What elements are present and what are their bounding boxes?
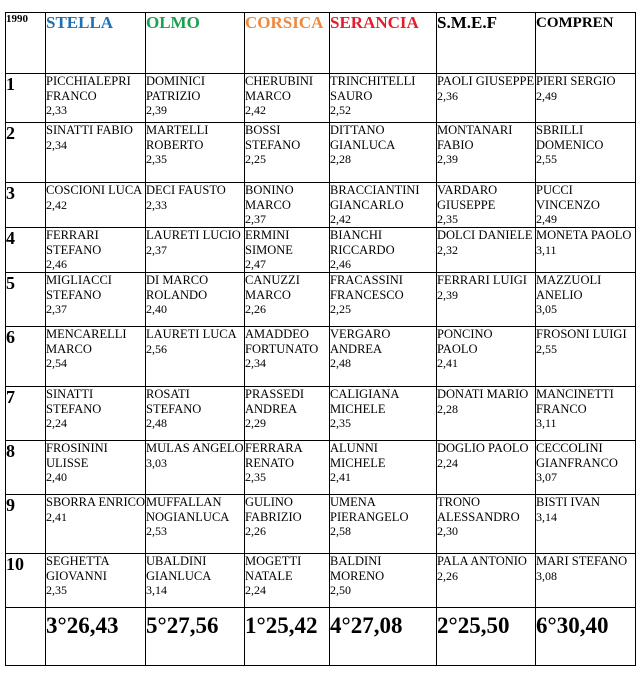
runner-name: ROSATI STEFANO <box>146 387 202 416</box>
runner-cell <box>146 74 245 123</box>
runner-time: 2,54 <box>46 356 67 371</box>
table-row <box>6 183 636 228</box>
team-total-value: 2°25,50 <box>437 613 510 638</box>
runner-cell <box>536 327 636 387</box>
team-total <box>46 608 146 666</box>
runner-name: TRINCHITELLI SAURO <box>330 74 416 103</box>
runner-name: SEGHETTA GIOVANNI <box>46 554 109 583</box>
runner-name: PALA ANTONIO <box>437 554 527 568</box>
team-header-corsica: CORSICA <box>245 13 330 74</box>
runner-time: 2,41 <box>437 356 458 371</box>
runner-cell <box>437 441 536 495</box>
runner-name: MARTELLI ROBERTO <box>146 123 209 152</box>
runner-time: 2,55 <box>536 152 557 167</box>
row-number: 1 <box>6 74 46 123</box>
runner-time: 2,41 <box>330 470 351 485</box>
runner-time: 2,42 <box>330 212 351 227</box>
team-header-smef: S.M.E.F <box>437 13 536 74</box>
team-header-serancia: SERANCIA <box>330 13 437 74</box>
runner-time: 2,37 <box>245 212 266 227</box>
runner-name: PAOLI GIUSEPPE <box>437 74 535 88</box>
runner-name: FRACASSINI FRANCESCO <box>330 273 404 302</box>
totals-row <box>6 608 636 666</box>
runner-name: FROSONI LUIGI <box>536 327 627 341</box>
runner-time: 2,47 <box>245 257 266 272</box>
runner-name: CHERUBINI MARCO <box>245 74 314 103</box>
runner-name: MANCINETTI FRANCO <box>536 387 614 416</box>
runner-cell <box>330 495 437 554</box>
runner-cell <box>146 273 245 327</box>
runner-name: FERRARI STEFANO <box>46 228 102 257</box>
runner-cell <box>46 273 146 327</box>
table-row <box>6 554 636 608</box>
results-table <box>5 12 636 666</box>
row-number: 10 <box>6 554 46 608</box>
runner-name: COSCIONI LUCA <box>46 183 143 197</box>
table-row <box>6 123 636 183</box>
header-row <box>6 13 636 74</box>
runner-time: 2,24 <box>245 583 266 598</box>
runner-name: DECI FAUSTO <box>146 183 226 197</box>
runner-time: 2,28 <box>330 152 351 167</box>
runner-time: 2,35 <box>46 583 67 598</box>
runner-name: SBORRA ENRICO <box>46 495 145 509</box>
team-total <box>437 608 536 666</box>
runner-name: LAURETI LUCIO <box>146 228 241 242</box>
team-total <box>330 608 437 666</box>
row-number: 8 <box>6 441 46 495</box>
runner-time: 2,53 <box>146 524 167 539</box>
runner-cell <box>46 123 146 183</box>
runner-time: 2,32 <box>437 242 458 257</box>
runner-name: MULAS ANGELO <box>146 441 244 455</box>
runner-time: 2,49 <box>536 88 557 103</box>
runner-cell <box>330 441 437 495</box>
runner-name: PUCCI VINCENZO <box>536 183 600 212</box>
runner-time: 2,30 <box>437 524 458 539</box>
runner-name: AMADDEO FORTUNATO <box>245 327 319 356</box>
runner-time: 2,46 <box>330 257 351 272</box>
runner-name: DOGLIO PAOLO <box>437 441 529 455</box>
runner-name: VERGARO ANDREA <box>330 327 391 356</box>
runner-name: DOLCI DANIELE <box>437 228 533 242</box>
runner-name: ALUNNI MICHELE <box>330 441 386 470</box>
runner-name: ERMINI SIMONE <box>245 228 293 257</box>
runner-name: DI MARCO ROLANDO <box>146 273 209 302</box>
runner-time: 2,26 <box>245 524 266 539</box>
runner-cell <box>146 228 245 273</box>
runner-cell <box>437 387 536 441</box>
runner-time: 2,33 <box>146 197 167 212</box>
runner-cell <box>245 123 330 183</box>
runner-cell <box>437 74 536 123</box>
row-number: 9 <box>6 495 46 554</box>
runner-time: 2,42 <box>46 197 67 212</box>
runner-cell <box>245 387 330 441</box>
team-header-olmo: OLMO <box>146 13 245 74</box>
runner-time: 2,33 <box>46 103 67 118</box>
runner-name: GULINO FABRIZIO <box>245 495 302 524</box>
team-header-compren: COMPREN <box>536 13 636 74</box>
runner-name: PICCHIALEPRI FRANCO <box>46 74 131 103</box>
team-total-value: 4°27,08 <box>330 613 403 638</box>
runner-cell <box>536 273 636 327</box>
table-row <box>6 387 636 441</box>
runner-cell <box>330 387 437 441</box>
runner-cell <box>437 273 536 327</box>
runner-cell <box>330 123 437 183</box>
runner-name: FERRARI LUIGI <box>437 273 527 287</box>
runner-cell <box>245 273 330 327</box>
row-number: 7 <box>6 387 46 441</box>
runner-cell <box>536 228 636 273</box>
runner-time: 3,07 <box>536 470 557 485</box>
runner-name: SBRILLI DOMENICO <box>536 123 604 152</box>
runner-cell <box>46 228 146 273</box>
runner-name: BOSSI STEFANO <box>245 123 301 152</box>
runner-cell <box>330 183 437 228</box>
runner-time: 2,28 <box>437 401 458 416</box>
runner-name: SINATTI STEFANO <box>46 387 102 416</box>
runner-cell <box>46 387 146 441</box>
runner-time: 2,39 <box>437 287 458 302</box>
runner-cell <box>146 554 245 608</box>
runner-name: BIANCHI RICCARDO <box>330 228 395 257</box>
runner-cell <box>245 441 330 495</box>
totals-blank-cell <box>6 608 46 666</box>
runner-time: 2,39 <box>146 103 167 118</box>
runner-name: MOGETTI NATALE <box>245 554 302 583</box>
runner-cell <box>146 441 245 495</box>
runner-cell <box>46 327 146 387</box>
runner-cell <box>536 387 636 441</box>
runner-cell <box>536 495 636 554</box>
table-row <box>6 273 636 327</box>
runner-cell <box>46 441 146 495</box>
runner-cell <box>245 183 330 228</box>
runner-time: 3,11 <box>536 416 557 431</box>
table-row <box>6 327 636 387</box>
runner-cell <box>330 327 437 387</box>
runner-name: BRACCIANTINI GIANCARLO <box>330 183 420 212</box>
team-total-value: 5°27,56 <box>146 613 219 638</box>
runner-name: CECCOLINI GIANFRANCO <box>536 441 618 470</box>
runner-time: 2,39 <box>437 152 458 167</box>
runner-name: MONTANARI FABIO <box>437 123 513 152</box>
runner-cell <box>146 495 245 554</box>
runner-cell <box>245 327 330 387</box>
runner-cell <box>46 74 146 123</box>
runner-name: LAURETI LUCA <box>146 327 237 341</box>
runner-time: 2,35 <box>245 470 266 485</box>
runner-name: PIERI SERGIO <box>536 74 616 88</box>
runner-name: TRONO ALESSANDRO <box>437 495 520 524</box>
table-row <box>6 441 636 495</box>
row-number: 3 <box>6 183 46 228</box>
runner-name: UMENA PIERANGELO <box>330 495 409 524</box>
runner-cell <box>536 74 636 123</box>
runner-time: 2,26 <box>245 302 266 317</box>
runner-time: 2,24 <box>46 416 67 431</box>
runner-cell <box>146 387 245 441</box>
runner-time: 3,05 <box>536 302 557 317</box>
table-row <box>6 495 636 554</box>
runner-time: 3,08 <box>536 568 557 583</box>
runner-name: DOMINICI PATRIZIO <box>146 74 206 103</box>
runner-time: 2,35 <box>146 152 167 167</box>
runner-name: MIGLIACCI STEFANO <box>46 273 112 302</box>
team-total-value: 3°26,43 <box>46 613 119 638</box>
team-total-value: 1°25,42 <box>245 613 318 638</box>
runner-name: PRASSEDI ANDREA <box>245 387 305 416</box>
table-row <box>6 228 636 273</box>
runner-time: 2,56 <box>146 341 167 356</box>
runner-cell <box>437 183 536 228</box>
runner-name: BONINO MARCO <box>245 183 294 212</box>
runner-cell <box>536 441 636 495</box>
year-label: 1990 <box>6 13 46 74</box>
runner-name: FERRARA RENATO <box>245 441 302 470</box>
runner-name: MUFFALLAN NOGIANLUCA <box>146 495 230 524</box>
runner-time: 2,58 <box>330 524 351 539</box>
runner-time: 2,41 <box>46 509 67 524</box>
runner-cell <box>146 327 245 387</box>
team-total-value: 6°30,40 <box>536 613 609 638</box>
runner-cell <box>437 495 536 554</box>
runner-time: 2,26 <box>437 568 458 583</box>
runner-cell <box>245 228 330 273</box>
team-total <box>245 608 330 666</box>
row-number: 2 <box>6 123 46 183</box>
runner-name: UBALDINI GIANLUCA <box>146 554 212 583</box>
runner-time: 2,36 <box>437 88 458 103</box>
runner-name: MARI STEFANO <box>536 554 628 568</box>
runner-name: DONATI MARIO <box>437 387 529 401</box>
runner-time: 2,37 <box>146 242 167 257</box>
runner-time: 2,29 <box>245 416 266 431</box>
runner-cell <box>437 554 536 608</box>
runner-name: MENCARELLI MARCO <box>46 327 127 356</box>
runner-cell <box>245 495 330 554</box>
runner-name: DITTANO GIANLUCA <box>330 123 396 152</box>
team-total <box>146 608 245 666</box>
table-row <box>6 74 636 123</box>
runner-time: 3,14 <box>146 583 167 598</box>
runner-cell <box>536 554 636 608</box>
runner-time: 2,49 <box>536 212 557 227</box>
runner-cell <box>437 327 536 387</box>
runner-cell <box>330 228 437 273</box>
team-header-stella: STELLA <box>46 13 146 74</box>
runner-cell <box>330 554 437 608</box>
runner-cell <box>46 183 146 228</box>
runner-time: 2,34 <box>46 137 67 152</box>
runner-cell <box>245 554 330 608</box>
runner-cell <box>437 228 536 273</box>
runner-cell <box>245 74 330 123</box>
runner-cell <box>330 273 437 327</box>
runner-name: FROSININI ULISSE <box>46 441 108 470</box>
runner-name: SINATTI FABIO <box>46 123 133 137</box>
runner-cell <box>146 183 245 228</box>
runner-time: 2,50 <box>330 583 351 598</box>
row-number: 4 <box>6 228 46 273</box>
runner-time: 2,48 <box>146 416 167 431</box>
runner-time: 2,42 <box>245 103 266 118</box>
runner-name: VARDARO GIUSEPPE <box>437 183 498 212</box>
runner-cell <box>536 123 636 183</box>
runner-cell <box>46 554 146 608</box>
runner-name: CALIGIANA MICHELE <box>330 387 399 416</box>
row-number: 6 <box>6 327 46 387</box>
runner-name: PONCINO PAOLO <box>437 327 493 356</box>
runner-time: 2,55 <box>536 341 557 356</box>
runner-time: 2,25 <box>330 302 351 317</box>
runner-time: 2,34 <box>245 356 266 371</box>
runner-time: 2,48 <box>330 356 351 371</box>
team-total <box>536 608 636 666</box>
runner-time: 2,37 <box>46 302 67 317</box>
runner-time: 2,24 <box>437 455 458 470</box>
runner-name: BISTI IVAN <box>536 495 601 509</box>
runner-cell <box>146 123 245 183</box>
runner-name: BALDINI MORENO <box>330 554 385 583</box>
runner-time: 2,40 <box>146 302 167 317</box>
runner-time: 2,40 <box>46 470 67 485</box>
runner-time: 3,14 <box>536 509 557 524</box>
runner-cell <box>536 183 636 228</box>
runner-cell <box>437 123 536 183</box>
runner-time: 3,03 <box>146 455 167 470</box>
runner-time: 2,35 <box>330 416 351 431</box>
runner-time: 2,25 <box>245 152 266 167</box>
runner-cell <box>46 495 146 554</box>
runner-name: MAZZUOLI ANELIO <box>536 273 602 302</box>
runner-time: 2,35 <box>437 212 458 227</box>
runner-time: 2,52 <box>330 103 351 118</box>
runner-cell <box>330 74 437 123</box>
row-number: 5 <box>6 273 46 327</box>
runner-time: 3,11 <box>536 242 557 257</box>
runner-time: 2,46 <box>46 257 67 272</box>
runner-name: CANUZZI MARCO <box>245 273 300 302</box>
runner-name: MONETA PAOLO <box>536 228 632 242</box>
